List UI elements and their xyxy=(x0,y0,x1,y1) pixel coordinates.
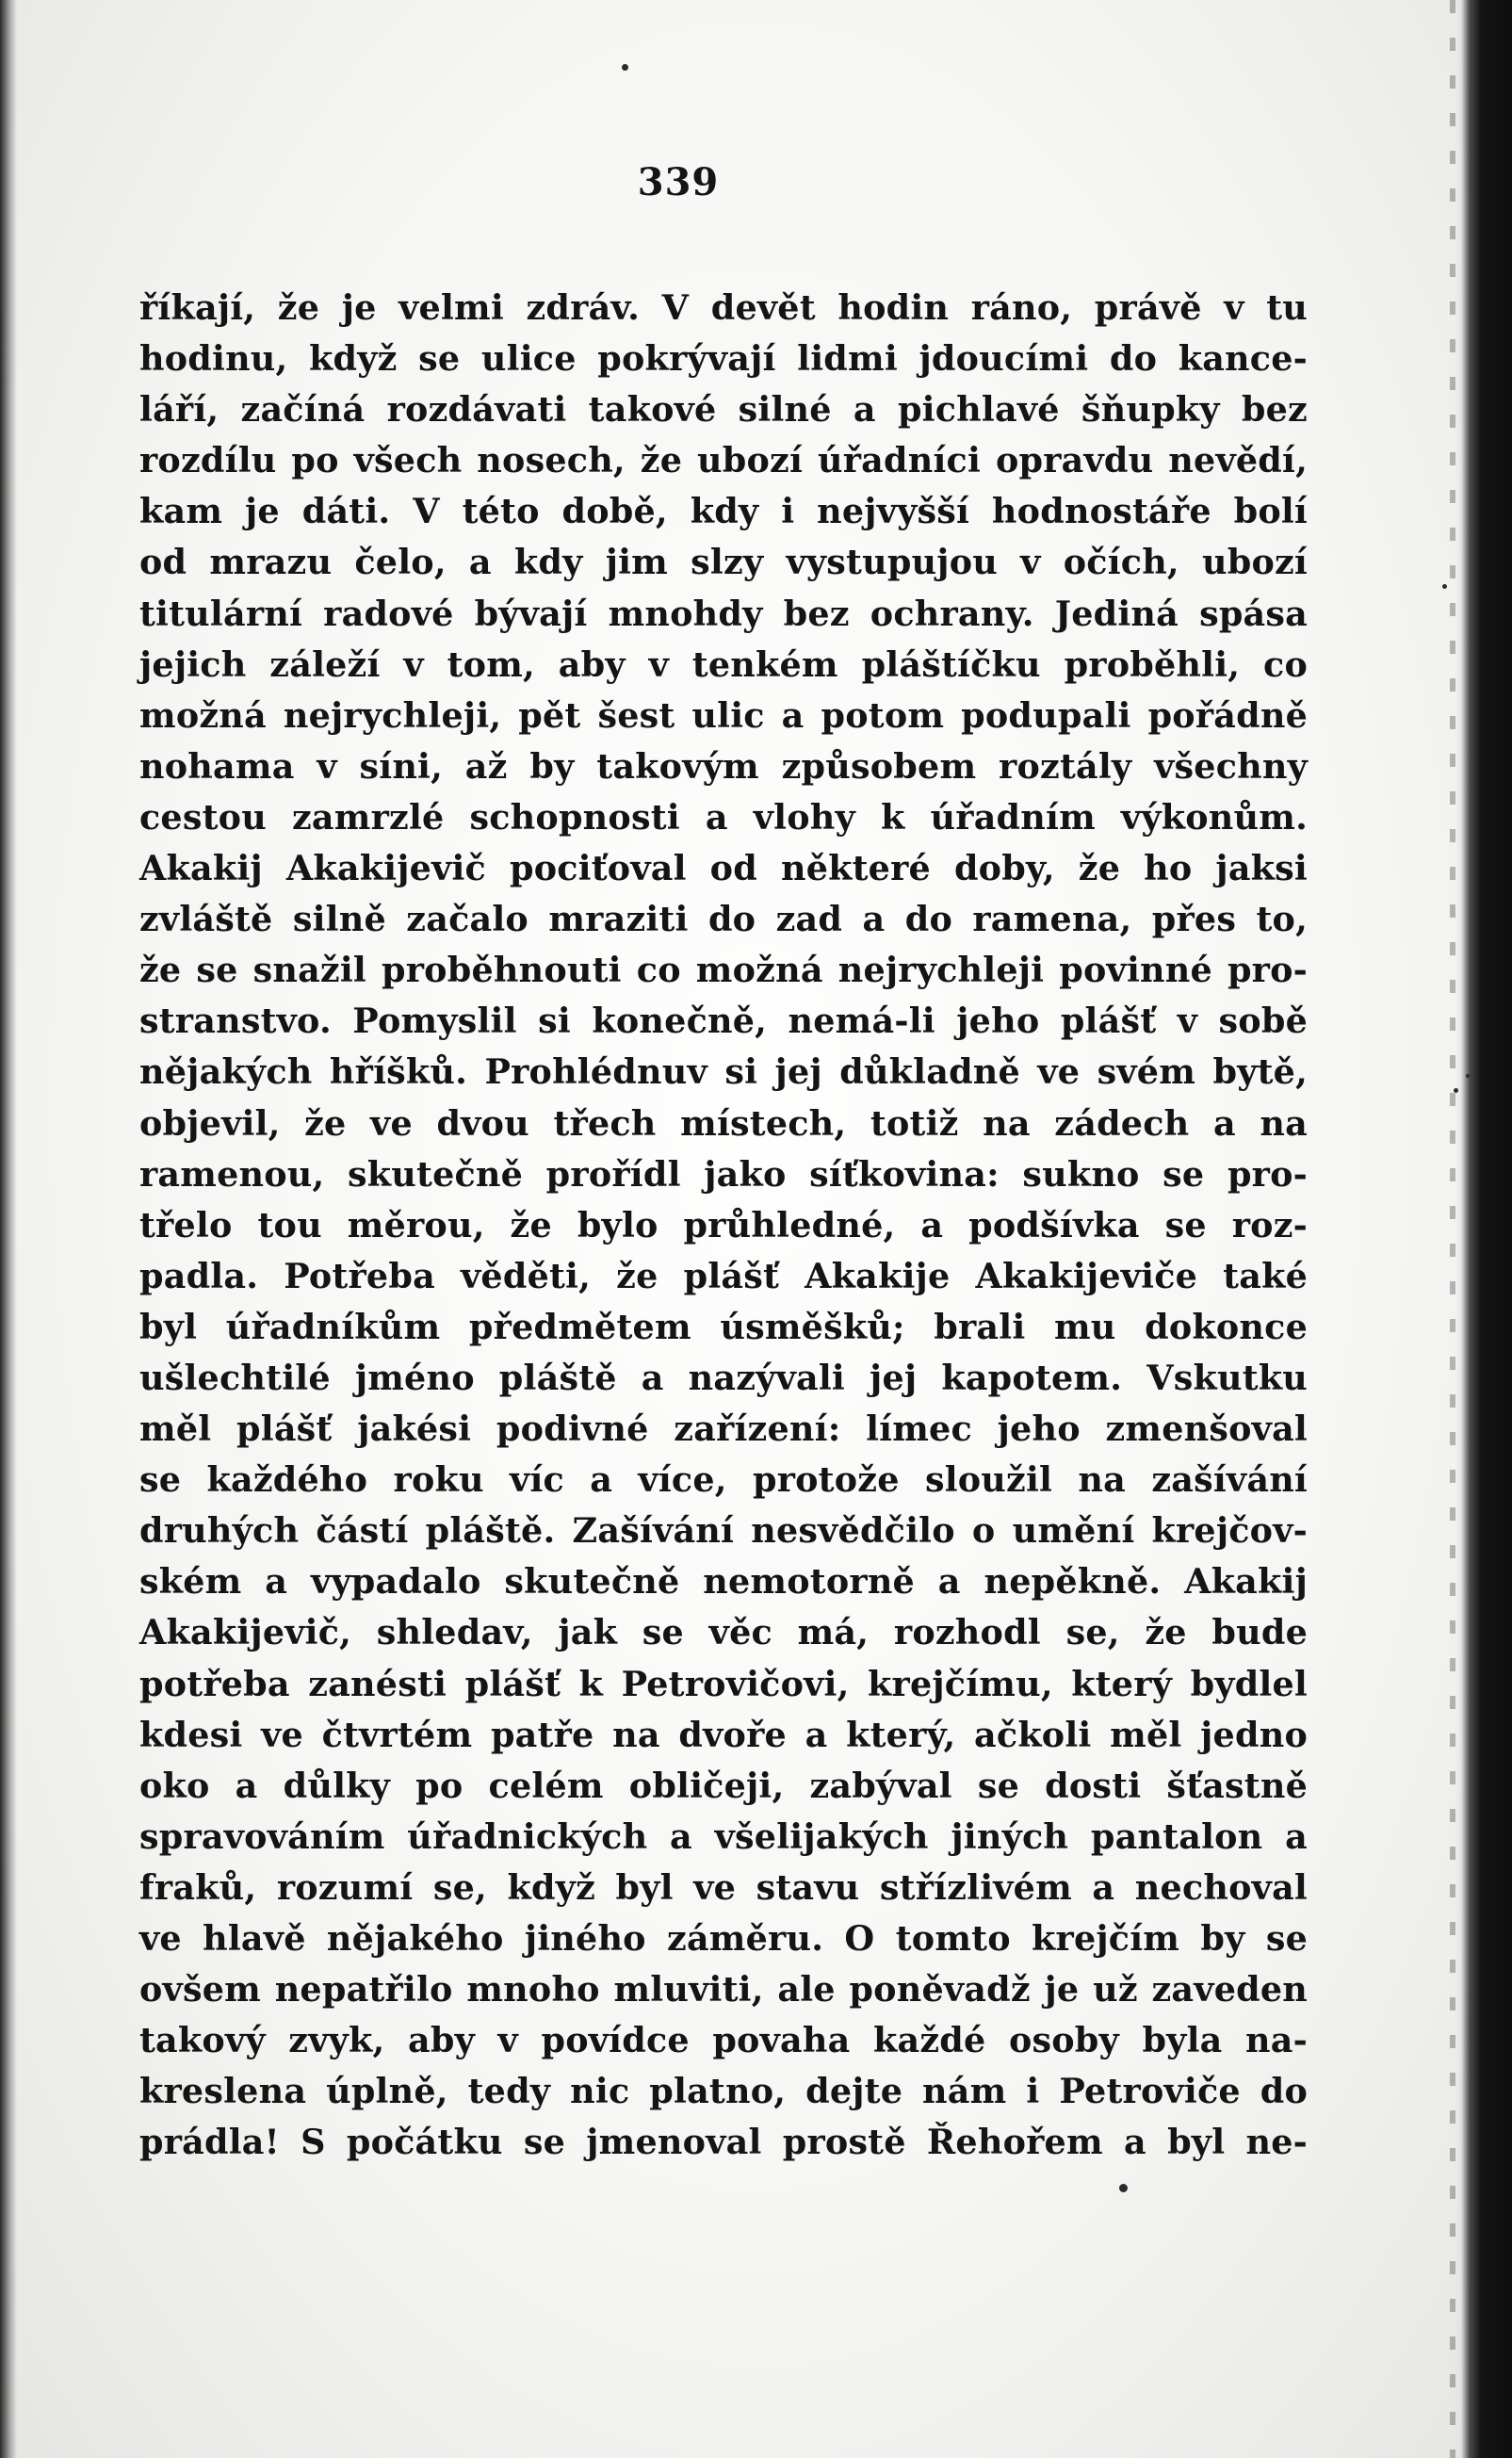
text-line: měl plášť jakési podivné zařízení: límec jeho zmenšoval xyxy=(139,1408,1308,1450)
text-line: možná nejrychleji, pět šest ulic a potom podupali pořádně xyxy=(139,694,1308,736)
text-line: jejich záleží v tom, aby v tenkém pláštíčku proběhli, co xyxy=(139,643,1308,685)
text-line: oko a důlky po celém obličeji, zabýval se dosti šťastně xyxy=(139,1765,1308,1806)
text-line: ramenou, skutečně prořídl jako síťkovina: sukno se pro- xyxy=(139,1153,1308,1195)
text-line: nohama v síni, až by takovým způsobem roztály všechny xyxy=(139,745,1308,787)
text-line: ušlechtilé jméno pláště a nazývali jej kapotem. Vskutku xyxy=(139,1357,1308,1398)
text-line: ovšem nepatřilo mnoho mluviti, ale poněvadž je už zaveden xyxy=(139,1969,1308,2010)
text-line: kam je dáti. V této době, kdy i nejvyšší hodnostáře bolí xyxy=(139,491,1308,532)
text-line: láří, začíná rozdávati takové silné a pichlavé šňupky bez xyxy=(139,389,1308,431)
text-line: kdesi ve čtvrtém patře na dvoře a který, ačkoli měl jedno xyxy=(139,1714,1308,1755)
text-line: ve hlavě nějakého jiného záměru. O tomto krejčím by se xyxy=(139,1918,1308,1959)
text-line: ském a vypadalo skutečně nemotorně a nepěkně. Akakij xyxy=(139,1561,1308,1603)
page-left-edge-shadow xyxy=(0,0,17,2458)
text-line: Akakijevič, shledav, jak se věc má, rozhodl se, že bude xyxy=(139,1612,1308,1653)
text-line: stranstvo. Pomyslil si konečně, nemá-li jeho plášť v sobě xyxy=(139,1001,1308,1042)
text-line: byl úřadníkům předmětem úsměšků; brali mu dokonce xyxy=(139,1306,1308,1347)
text-line: druhých částí pláště. Zašívání nesvědčilo o umění krejčov- xyxy=(139,1510,1308,1552)
text-line: Akakij Akakijevič pociťoval od některé doby, že ho jaksi xyxy=(139,848,1308,889)
text-line: hodinu, když se ulice pokrývají lidmi jdoucími do kance- xyxy=(139,338,1308,380)
text-line: spravováním úřadnických a všelijakých jiných pantalon a xyxy=(139,1815,1308,1857)
text-line: že se snažil proběhnouti co možná nejrychleji povinné pro- xyxy=(139,950,1308,991)
text-line: titulární radové bývají mnohdy bez ochrany. Jediná spása xyxy=(139,593,1308,634)
text-line: třelo tou měrou, že bylo průhledné, a podšívka se roz- xyxy=(139,1204,1308,1245)
text-line: cestou zamrzlé schopnosti a vlohy k úřadním výkonům. xyxy=(139,796,1308,838)
text-line: nějakých hříšků. Prohlédnuv si jej důkladně ve svém bytě, xyxy=(139,1051,1308,1093)
text-line: rozdílu po všech nosech, že ubozí úřadníci opravdu nevědí, xyxy=(139,440,1308,481)
text-line: zvláště silně začalo mraziti do zad a do ramena, přes to, xyxy=(139,899,1308,940)
scan-speck xyxy=(1454,1088,1458,1093)
text-line: fraků, rozumí se, když byl ve stavu střízlivém a nechoval xyxy=(139,1866,1308,1908)
text-line: potřeba zanésti plášť k Petrovičovi, krejčímu, který bydlel xyxy=(139,1663,1308,1704)
text-line: kreslena úplně, tedy nic platno, dejte nám i Petroviče do xyxy=(139,2071,1308,2112)
page-right-edge-shadow xyxy=(1455,0,1512,2458)
page-number: 339 xyxy=(637,160,720,204)
scan-speck xyxy=(1119,2184,1128,2192)
text-line: se každého roku víc a více, protože sloužil na zašívání xyxy=(139,1459,1308,1501)
text-line: padla. Potřeba věděti, že plášť Akakije Akakijeviče také xyxy=(139,1255,1308,1296)
scan-speck xyxy=(1466,1074,1470,1078)
text-line: od mrazu čelo, a kdy jim slzy vystupujou v očích, ubozí xyxy=(139,542,1308,583)
text-line: objevil, že ve dvou třech místech, totiž na zádech a na xyxy=(139,1102,1308,1144)
body-text xyxy=(139,283,1308,2168)
text-line: prádla! S počátku se jmenoval prostě Řehořem a byl ne- xyxy=(139,2122,1308,2163)
text-line: takový zvyk, aby v povídce povaha každé osoby byla na- xyxy=(139,2020,1308,2061)
text-line: říkají, že je velmi zdráv. V devět hodin ráno, právě v tu xyxy=(139,287,1308,328)
scan-speck xyxy=(1442,584,1447,589)
scan-speck xyxy=(622,64,628,71)
